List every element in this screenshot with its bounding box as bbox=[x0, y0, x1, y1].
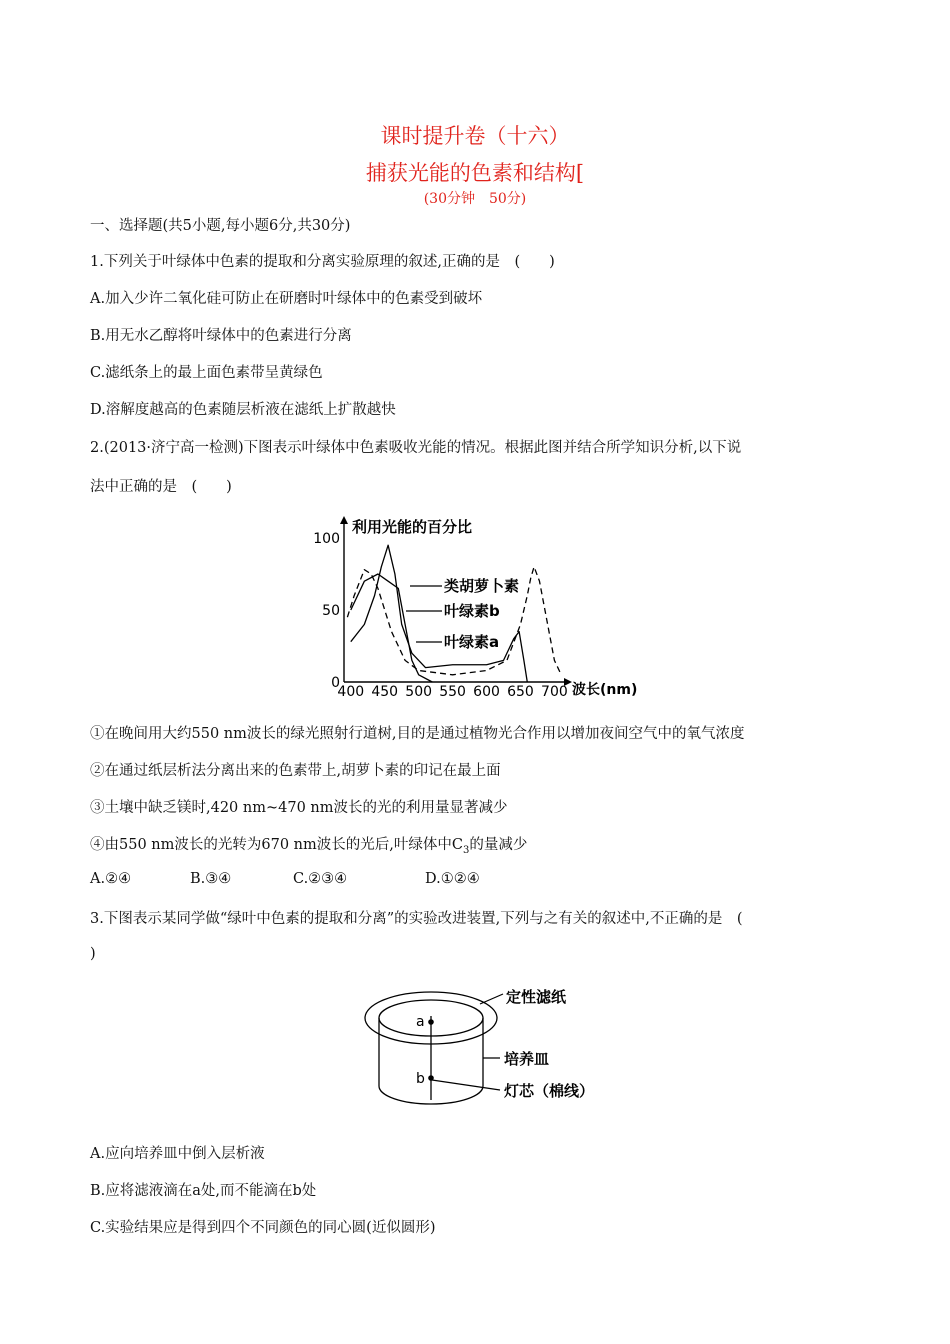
section-heading: 一、选择题(共5小题,每小题6分,共30分) bbox=[90, 218, 351, 234]
q3-option-b: B.应将滤液滴在a处,而不能滴在b处 bbox=[90, 1183, 317, 1199]
q1-stem: 1.下列关于叶绿体中色素的提取和分离实验原理的叙述,正确的是 ( ) bbox=[90, 254, 555, 270]
q2-statement-1: ①在晚间用大约550 nm波长的绿光照射行道树,目的是通过植物光合作用以增加夜间空气中的氧气浓度 bbox=[90, 726, 745, 742]
q2-stem-line1: 2.(2013·济宁高一检测)下图表示叶绿体中色素吸收光能的情况。根据此图并结合所学知识分析,以下说 bbox=[90, 440, 742, 456]
label-a: a bbox=[416, 1014, 425, 1030]
legend-chlorophyll-a: 叶绿素a bbox=[444, 633, 500, 651]
x-tick-label: 500 bbox=[405, 684, 433, 700]
apparatus-diagram bbox=[360, 982, 620, 1112]
q2-stem-line2: 法中正确的是 ( ) bbox=[90, 479, 232, 495]
x-tick-label: 700 bbox=[541, 684, 568, 700]
q1-option-d: D.溶解度越高的色素随层析液在滤纸上扩散越快 bbox=[90, 402, 396, 418]
label-wick: 灯芯（棉线） bbox=[504, 1082, 595, 1100]
q2-statement-2: ②在通过纸层析法分离出来的色素带上,胡萝卜素的印记在最上面 bbox=[90, 763, 501, 779]
q3-stem-line2: ) bbox=[90, 946, 96, 962]
q2-statement-4-tail: 的量减少 bbox=[469, 837, 528, 853]
q2-statement-4-text: ④由550 nm波长的光转为670 nm波长的光后,叶绿体中C bbox=[90, 837, 463, 853]
q1-option-a: A.加入少许二氧化硅可防止在研磨时叶绿体中的色素受到破坏 bbox=[90, 291, 483, 307]
label-b: b bbox=[416, 1071, 425, 1087]
q2-option-b: B.③④ bbox=[190, 871, 232, 887]
x-tick-label: 650 bbox=[507, 684, 534, 700]
legend-chlorophyll-b: 叶绿素b bbox=[444, 602, 500, 620]
pointer-filter bbox=[480, 994, 503, 1004]
label-filter-paper: 定性滤纸 bbox=[506, 988, 567, 1006]
y-tick-label: 50 bbox=[322, 603, 340, 619]
x-tick-label: 550 bbox=[439, 684, 466, 700]
chart-title: 利用光能的百分比 bbox=[352, 518, 473, 536]
q2-option-a: A.②④ bbox=[90, 871, 132, 887]
q3-option-a: A.应向培养皿中倒入层析液 bbox=[90, 1146, 265, 1162]
absorption-chart bbox=[310, 512, 660, 702]
label-dish: 培养皿 bbox=[504, 1050, 550, 1068]
legend-carotenoid: 类胡萝卜素 bbox=[444, 577, 520, 595]
y-tick-label: 0 bbox=[331, 675, 340, 691]
series-line bbox=[351, 545, 527, 682]
q3-stem-line1: 3.下图表示某同学做“绿叶中色素的提取和分离”的实验改进装置,下列与之有关的叙述中,不正确的是 ( bbox=[90, 911, 743, 927]
x-tick-label: 400 bbox=[337, 684, 365, 700]
x-axis-label: 波长(nm) bbox=[572, 682, 638, 698]
pointer-wick bbox=[432, 1080, 500, 1090]
page-title: 课时提升卷（十六） bbox=[380, 124, 570, 148]
q3-option-c: C.实验结果应是得到四个不同颜色的同心圆(近似圆形) bbox=[90, 1220, 436, 1236]
x-tick-label: 600 bbox=[473, 684, 500, 700]
page-subtitle: 捕获光能的色素和结构[ bbox=[365, 161, 585, 185]
q2-statement-4 bbox=[90, 833, 527, 856]
q2-option-d: D.①②④ bbox=[425, 871, 480, 887]
time-score: (30分钟 50分) bbox=[423, 191, 527, 207]
series-line bbox=[351, 574, 432, 682]
x-tick-label: 450 bbox=[371, 684, 399, 700]
y-tick-label: 100 bbox=[313, 531, 340, 547]
q2-option-c: C.②③④ bbox=[293, 871, 348, 887]
q1-option-b: B.用无水乙醇将叶绿体中的色素进行分离 bbox=[90, 328, 352, 344]
y-axis-arrow bbox=[340, 516, 348, 524]
q2-statement-4-subscript: 3 bbox=[462, 844, 470, 856]
point-a bbox=[428, 1019, 434, 1025]
q1-option-c: C.滤纸条上的最上面色素带呈黄绿色 bbox=[90, 365, 323, 381]
q2-statement-3: ③土壤中缺乏镁时,420 nm~470 nm波长的光的利用量显著减少 bbox=[90, 800, 508, 816]
